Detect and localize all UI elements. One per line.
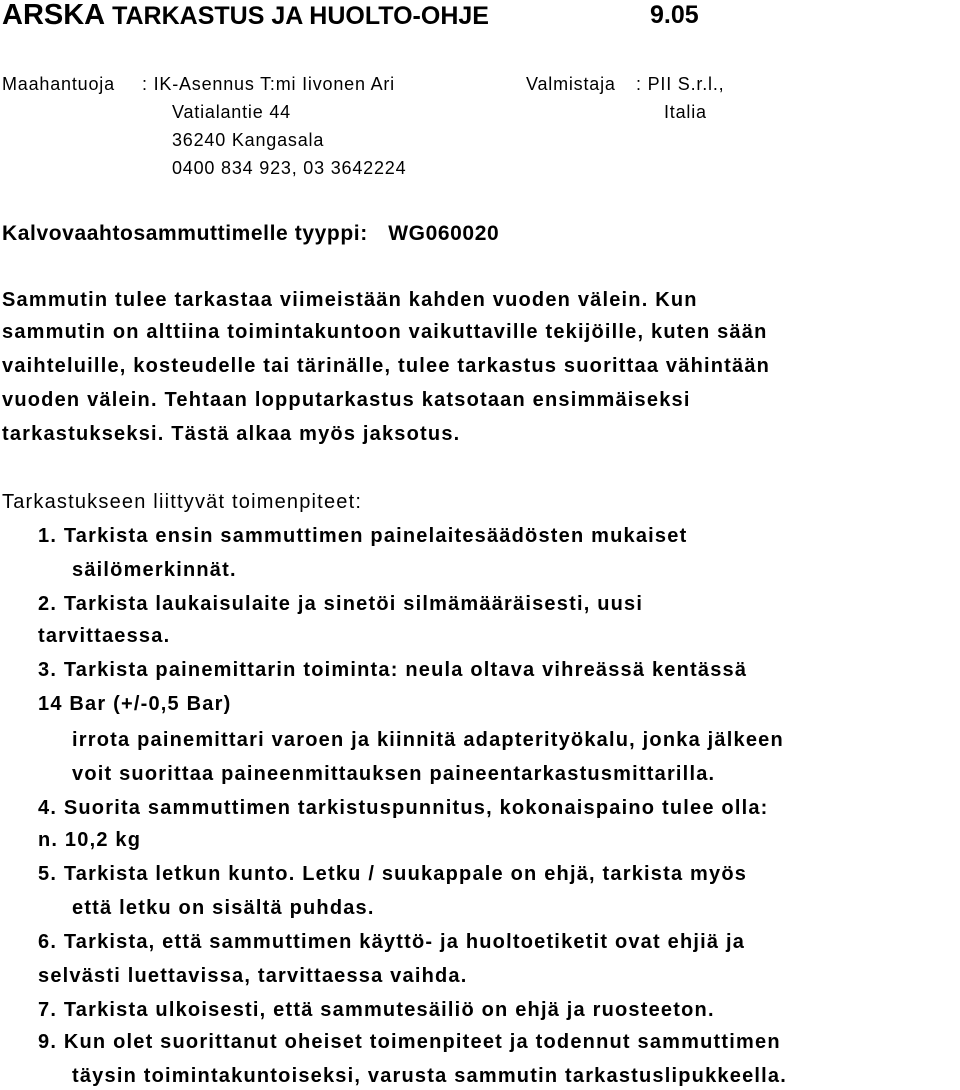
title-version: 9.05 [650, 1, 699, 29]
intro-line: tarkastukseksi. Tästä alkaa myös jaksotus. [2, 423, 461, 445]
intro-line: Sammutin tulee tarkastaa viimeistään kahden vuoden välein. Kun [2, 289, 698, 311]
importer-address-city: 36240 Kangasala [172, 130, 325, 150]
step-line: 7. Tarkista ulkoisesti, että sammutesäiliö on ehjä ja ruosteeton. [38, 999, 715, 1021]
importer-name: : IK-Asennus T:mi Iivonen Ari [142, 74, 395, 94]
step-line: tarvittaessa. [38, 625, 171, 647]
step-line: 14 Bar (+/-0,5 Bar) [38, 693, 232, 715]
step-line: 5. Tarkista letkun kunto. Letku / suukappale on ehjä, tarkista myös [38, 863, 748, 885]
step-line: selvästi luettavissa, tarvittaessa vaihda. [38, 965, 468, 987]
step-line: täysin toimintakuntoiseksi, varusta sammutin tarkastuslipukkeella. [72, 1065, 787, 1087]
step-line: irrota painemittari varoen ja kiinnitä adapterityökalu, jonka jälkeen [72, 729, 784, 751]
step-line: 3. Tarkista painemittarin toiminta: neula oltava vihreässä kentässä [38, 659, 748, 681]
importer-address-street: Vatialantie 44 [172, 102, 291, 122]
step-line: 6. Tarkista, että sammuttimen käyttö- ja huoltoetiketit ovat ehjiä ja [38, 931, 746, 953]
step-line: n. 10,2 kg [38, 829, 142, 851]
intro-line: vaihteluille, kosteudelle tai tärinälle, tulee tarkastus suorittaa vähintään [2, 355, 771, 377]
step-line: säilömerkinnät. [72, 559, 237, 581]
step-line: 4. Suorita sammuttimen tarkistuspunnitus, kokonaispaino tulee olla: [38, 797, 769, 819]
title-main: ARSKA [2, 0, 106, 31]
title-rest: TARKASTUS JA HUOLTO-OHJE [112, 2, 489, 30]
step-line: voit suorittaa paineenmittauksen paineentarkastusmittarilla. [72, 763, 716, 785]
extinguisher-type-label: Kalvovaahtosammuttimelle tyyppi: [2, 222, 368, 245]
manufacturer-name: : PII S.r.l., [636, 74, 725, 94]
manufacturer-label: Valmistaja [526, 74, 616, 94]
importer-phones: 0400 834 923, 03 3642224 [172, 158, 407, 178]
manufacturer-country: Italia [664, 102, 707, 122]
intro-line: vuoden välein. Tehtaan lopputarkastus katsotaan ensimmäiseksi [2, 389, 691, 411]
importer-label: Maahantuoja [2, 74, 115, 94]
step-line: 9. Kun olet suorittanut oheiset toimenpiteet ja todennut sammuttimen [38, 1031, 781, 1053]
step-line: 2. Tarkista laukaisulaite ja sinetöi silmämääräisesti, uusi [38, 593, 644, 615]
steps-heading: Tarkastukseen liittyvät toimenpiteet: [2, 491, 363, 513]
intro-line: sammutin on alttiina toimintakuntoon vaikuttaville tekijöille, kuten sään [2, 321, 768, 343]
step-line: että letku on sisältä puhdas. [72, 897, 375, 919]
extinguisher-model: WG060020 [388, 222, 500, 245]
extinguisher-type-line [2, 220, 499, 248]
document-title [2, 0, 489, 31]
step-line: 1. Tarkista ensin sammuttimen painelaitesäädösten mukaiset [38, 525, 688, 547]
